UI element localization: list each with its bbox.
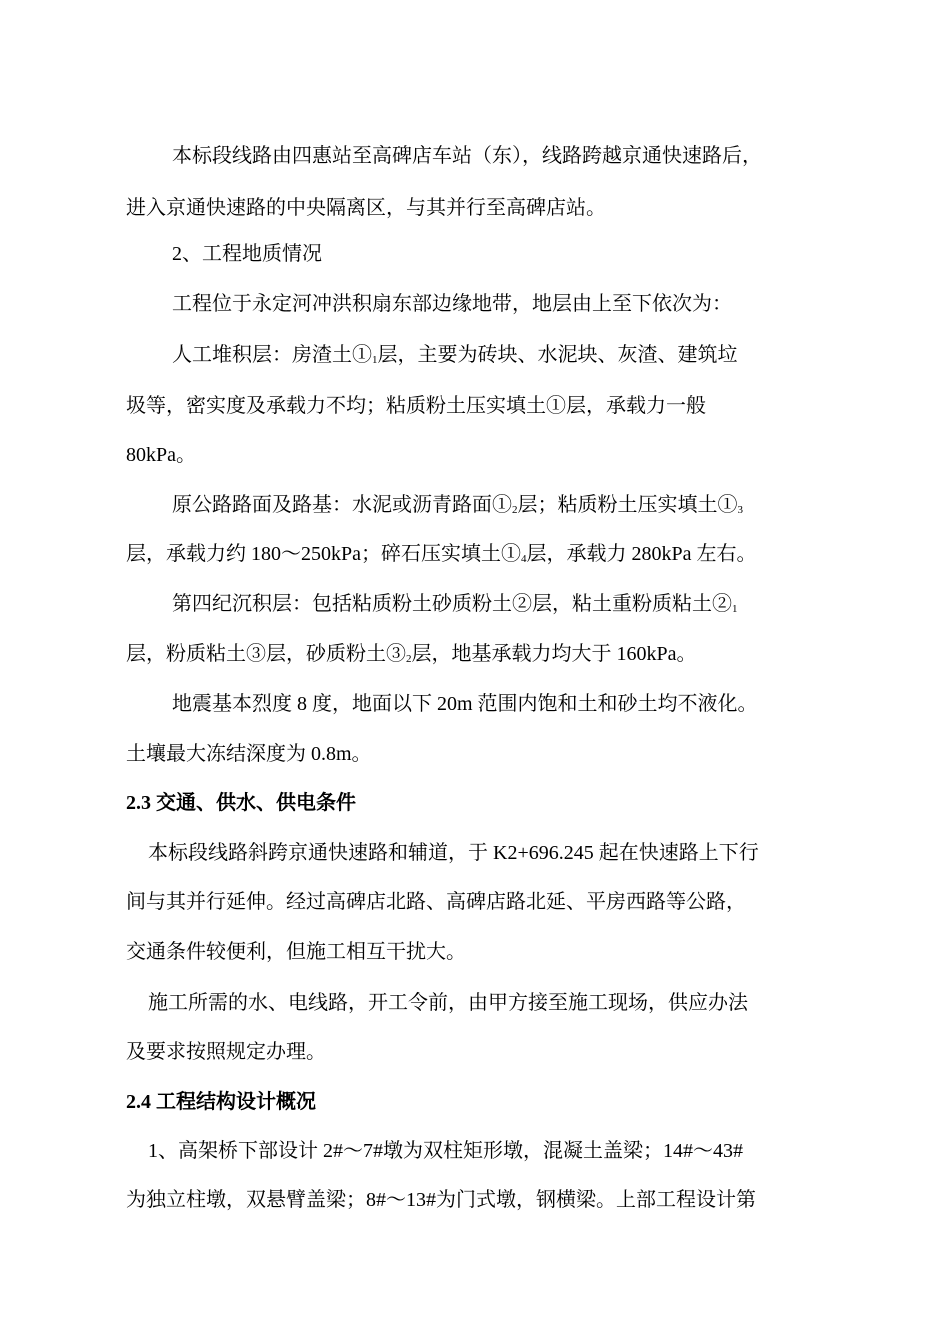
paragraph-line: 本标段线路斜跨京通快速路和辅道，于 K2+696.245 起在快速路上下行 [148, 842, 759, 864]
paragraph-line: 1、高架桥下部设计 2#～7#墩为双柱矩形墩，混凝土盖梁；14#～43# [148, 1140, 743, 1162]
paragraph-line: 人工堆积层：房渣土$①_1$层，主要为砖块、水泥块、灰渣、建筑垃 [172, 344, 738, 366]
paragraph-line: 80kPa。 [126, 444, 196, 466]
paragraph-line: 工程位于永定河冲洪积扇东部边缘地带，地层由上至下依次为： [172, 293, 732, 315]
paragraph-line: 交通条件较便利，但施工相互干扰大。 [126, 941, 466, 963]
section-heading: 2.3 交通、供水、供电条件 [126, 792, 356, 814]
paragraph-line: 土壤最大冻结深度为 0.8m。 [126, 743, 372, 765]
paragraph-line: 间与其并行延伸。经过高碑店北路、高碑店路北延、平房西路等公路， [126, 891, 746, 913]
paragraph-line: 层，粉质粘土③层，砂质粉土$③_2$层，地基承载力均大于 160kPa。 [126, 643, 697, 665]
section-item: 2、工程地质情况 [172, 243, 322, 265]
paragraph-line: 及要求按照规定办理。 [126, 1041, 326, 1063]
paragraph-line: 施工所需的水、电线路，开工令前，由甲方接至施工现场，供应办法 [148, 992, 748, 1014]
paragraph-line: 为独立柱墩，双悬臂盖梁；8#～13#为门式墩，钢横梁。上部工程设计第 [126, 1189, 756, 1211]
section-heading: 2.4 工程结构设计概况 [126, 1091, 316, 1113]
paragraph-line: 圾等，密实度及承载力不均；粘质粉土压实填土①层，承载力一般 [126, 395, 706, 417]
paragraph-line: 原公路路面及路基：水泥或沥青路面$①_2$层；粘质粉土压实填土$①_3$ [172, 494, 743, 516]
paragraph-line: 本标段线路由四惠站至高碑店车站（东），线路跨越京通快速路后， [172, 145, 762, 167]
paragraph-line: 地震基本烈度 8 度，地面以下 20m 范围内饱和土和砂土均不液化。 [172, 693, 758, 715]
paragraph-line: 第四纪沉积层：包括粘质粉土砂质粉土②层，粘土重粉质粘土$②_1$ [172, 593, 738, 615]
paragraph-line: 层，承载力约 180～250kPa；碎石压实填土$①_4$层，承载力 280kPa 左右。 [126, 543, 757, 565]
paragraph-line: 进入京通快速路的中央隔离区，与其并行至高碑店站。 [126, 197, 606, 219]
